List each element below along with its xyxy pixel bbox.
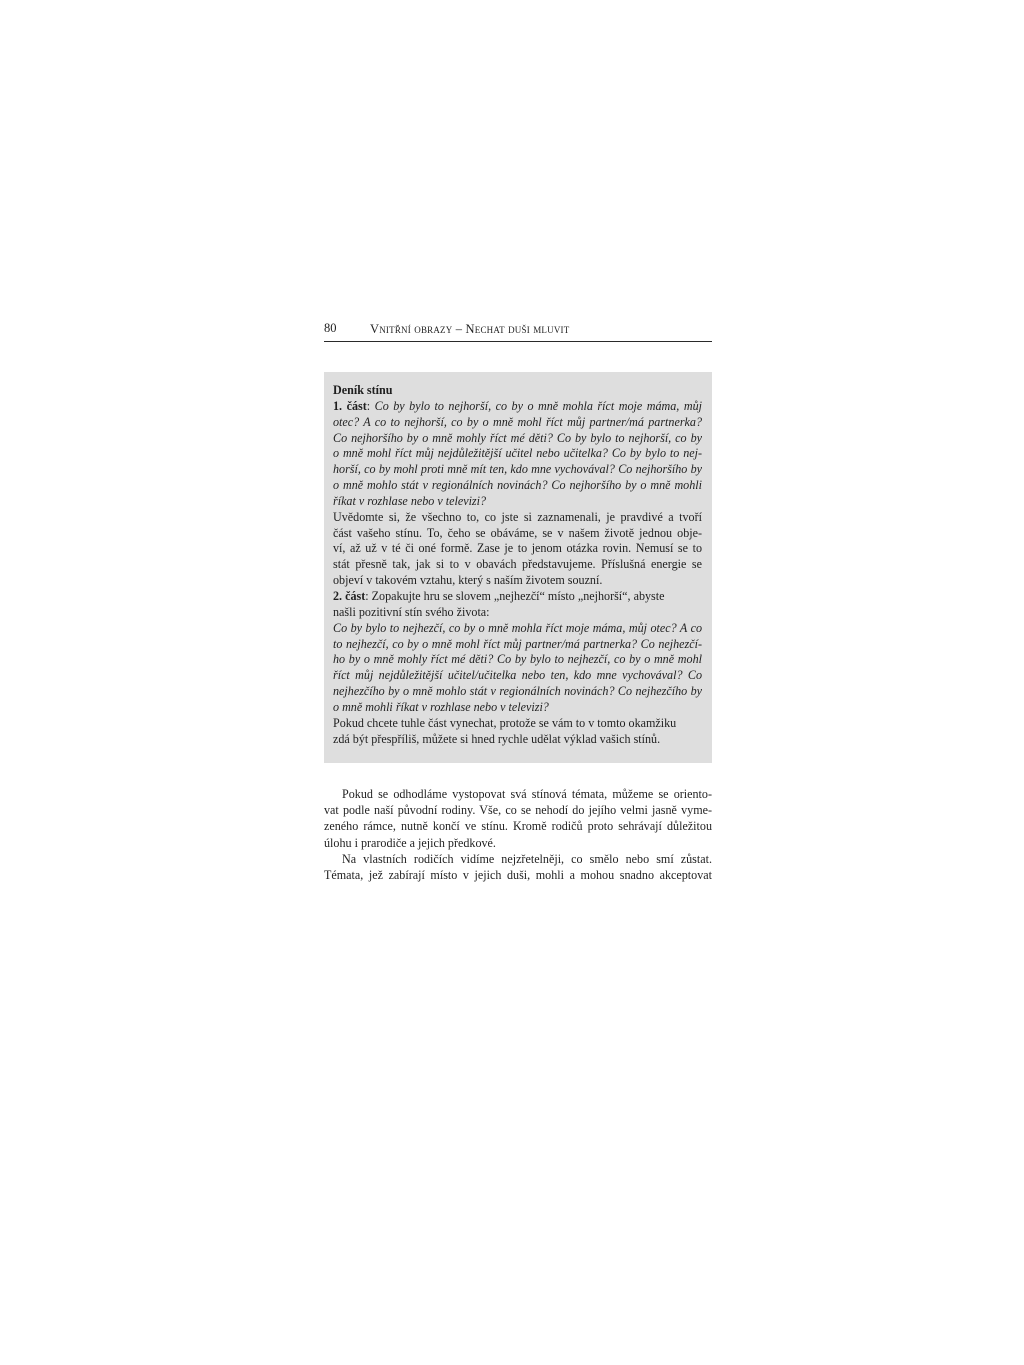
box-paragraph-line: ví, až už v té či oné formě. Zase je to jenom otázka rovin. Nemusí se to [333, 541, 702, 556]
page-header [324, 319, 712, 342]
part2-label: 2. část [333, 588, 366, 603]
page-number: 80 [324, 321, 337, 335]
part1-text: Co by bylo to nejhorší, co by o mně mohla říct moje máma, můj [370, 398, 702, 413]
part2-italic-line: ho by o mně mohly říct mé děti? Co by bylo to nejhezčí, co by o mně mohl [333, 652, 702, 667]
box-paragraph-line: stát přesně tak, jak si to v obavách představujeme. Příslušná energie se [333, 557, 702, 572]
body-line: Na vlastních rodičích vidíme nejzřetelněji, co smělo nebo smí zůstat. [342, 851, 712, 866]
box-line [333, 589, 702, 605]
part2-italic-line: o mně mohli říkat v rozhlase nebo v televizi? [333, 699, 549, 714]
part1-line: říkat v rozhlase nebo v televizi? [333, 493, 487, 508]
part2-italic-line: nejhezčího by o mně mohlo stát v regionálních novinách? Co nejhezčího by [333, 684, 702, 699]
body-line: Témata, jež zabírají místo v jejich duši, mohli a mohou snadno akceptovat [324, 868, 712, 883]
part2-italic-line: Co by bylo to nejhezčí, co by o mně mohla říct moje máma, můj otec? A co [333, 620, 702, 635]
part2-italic-line: říct můj nejdůležitější učitel/učitelka nebo ten, kdo mne vychovával? Co [333, 668, 702, 683]
part1-line: o mně mohlo stát v regionálních novinách? Co nejhoršího by o mně mohli [333, 478, 702, 493]
box-paragraph-line: Uvědomte si, že všechno to, co jste si zaznamenali, je pravdivé a tvoří [333, 509, 702, 524]
body-text [324, 786, 712, 883]
part1-line: horší, co by mohl proti mně mít ten, kdo mne vychovával? Co nejhoršího by [333, 462, 702, 477]
closing-line: Pokud chcete tuhle část vynechat, protože se vám to v tomto okamžiku [333, 715, 677, 730]
shadow-journal-box [324, 372, 712, 763]
part2-italic-line: to nejhezčí, co by o mně mohl říct můj partner/má partnerka? Co nejhezčí- [333, 636, 702, 651]
body-line: úlohu i prarodiče a jejich předkové. [324, 835, 496, 850]
part1-line: otec? A co to nejhorší, co by o mně mohl říct můj partner/má partnerka? [333, 414, 702, 429]
part1-line: o mně mohl říct můj nejdůležitější učitel nebo učitelka? Co by bylo to nej- [333, 446, 702, 461]
part2-line: našli pozitivní stín svého života: [333, 604, 490, 619]
running-title: Vnitřní obrazy – Nechat duši mluvit [370, 322, 570, 336]
part1-line: Co nejhoršího by o mně mohly říct mé děti? Co by bylo to nejhorší, co by [333, 430, 702, 445]
body-line: vat podle naší původní rodiny. Vše, co se nehodí do jejího velmi jasně vyme- [324, 803, 712, 818]
box-line [333, 399, 702, 415]
box-paragraph-line: objeví v takovém vztahu, který s naším životem souzní. [333, 573, 603, 588]
part1-label: 1. část [333, 398, 367, 413]
body-line: zeného rámce, nutně končí ve stínu. Kromě rodičů proto sehrávají důležitou [324, 819, 712, 834]
closing-line: zdá být přespříliš, můžete si hned rychle udělat výklad vašich stínů. [333, 731, 661, 746]
part1-separator: : [366, 398, 371, 413]
part2-text: : Zopakujte hru se slovem „nejhezčí“ místo „nejhorší“, abyste [365, 588, 665, 603]
body-line: Pokud se odhodláme vystopovat svá stínová témata, můžeme se oriento- [342, 787, 712, 801]
box-title: Deník stínu [333, 383, 393, 397]
box-paragraph-line: část vašeho stínu. To, čeho se obáváme, se v našem životě jednou obje- [333, 525, 702, 540]
